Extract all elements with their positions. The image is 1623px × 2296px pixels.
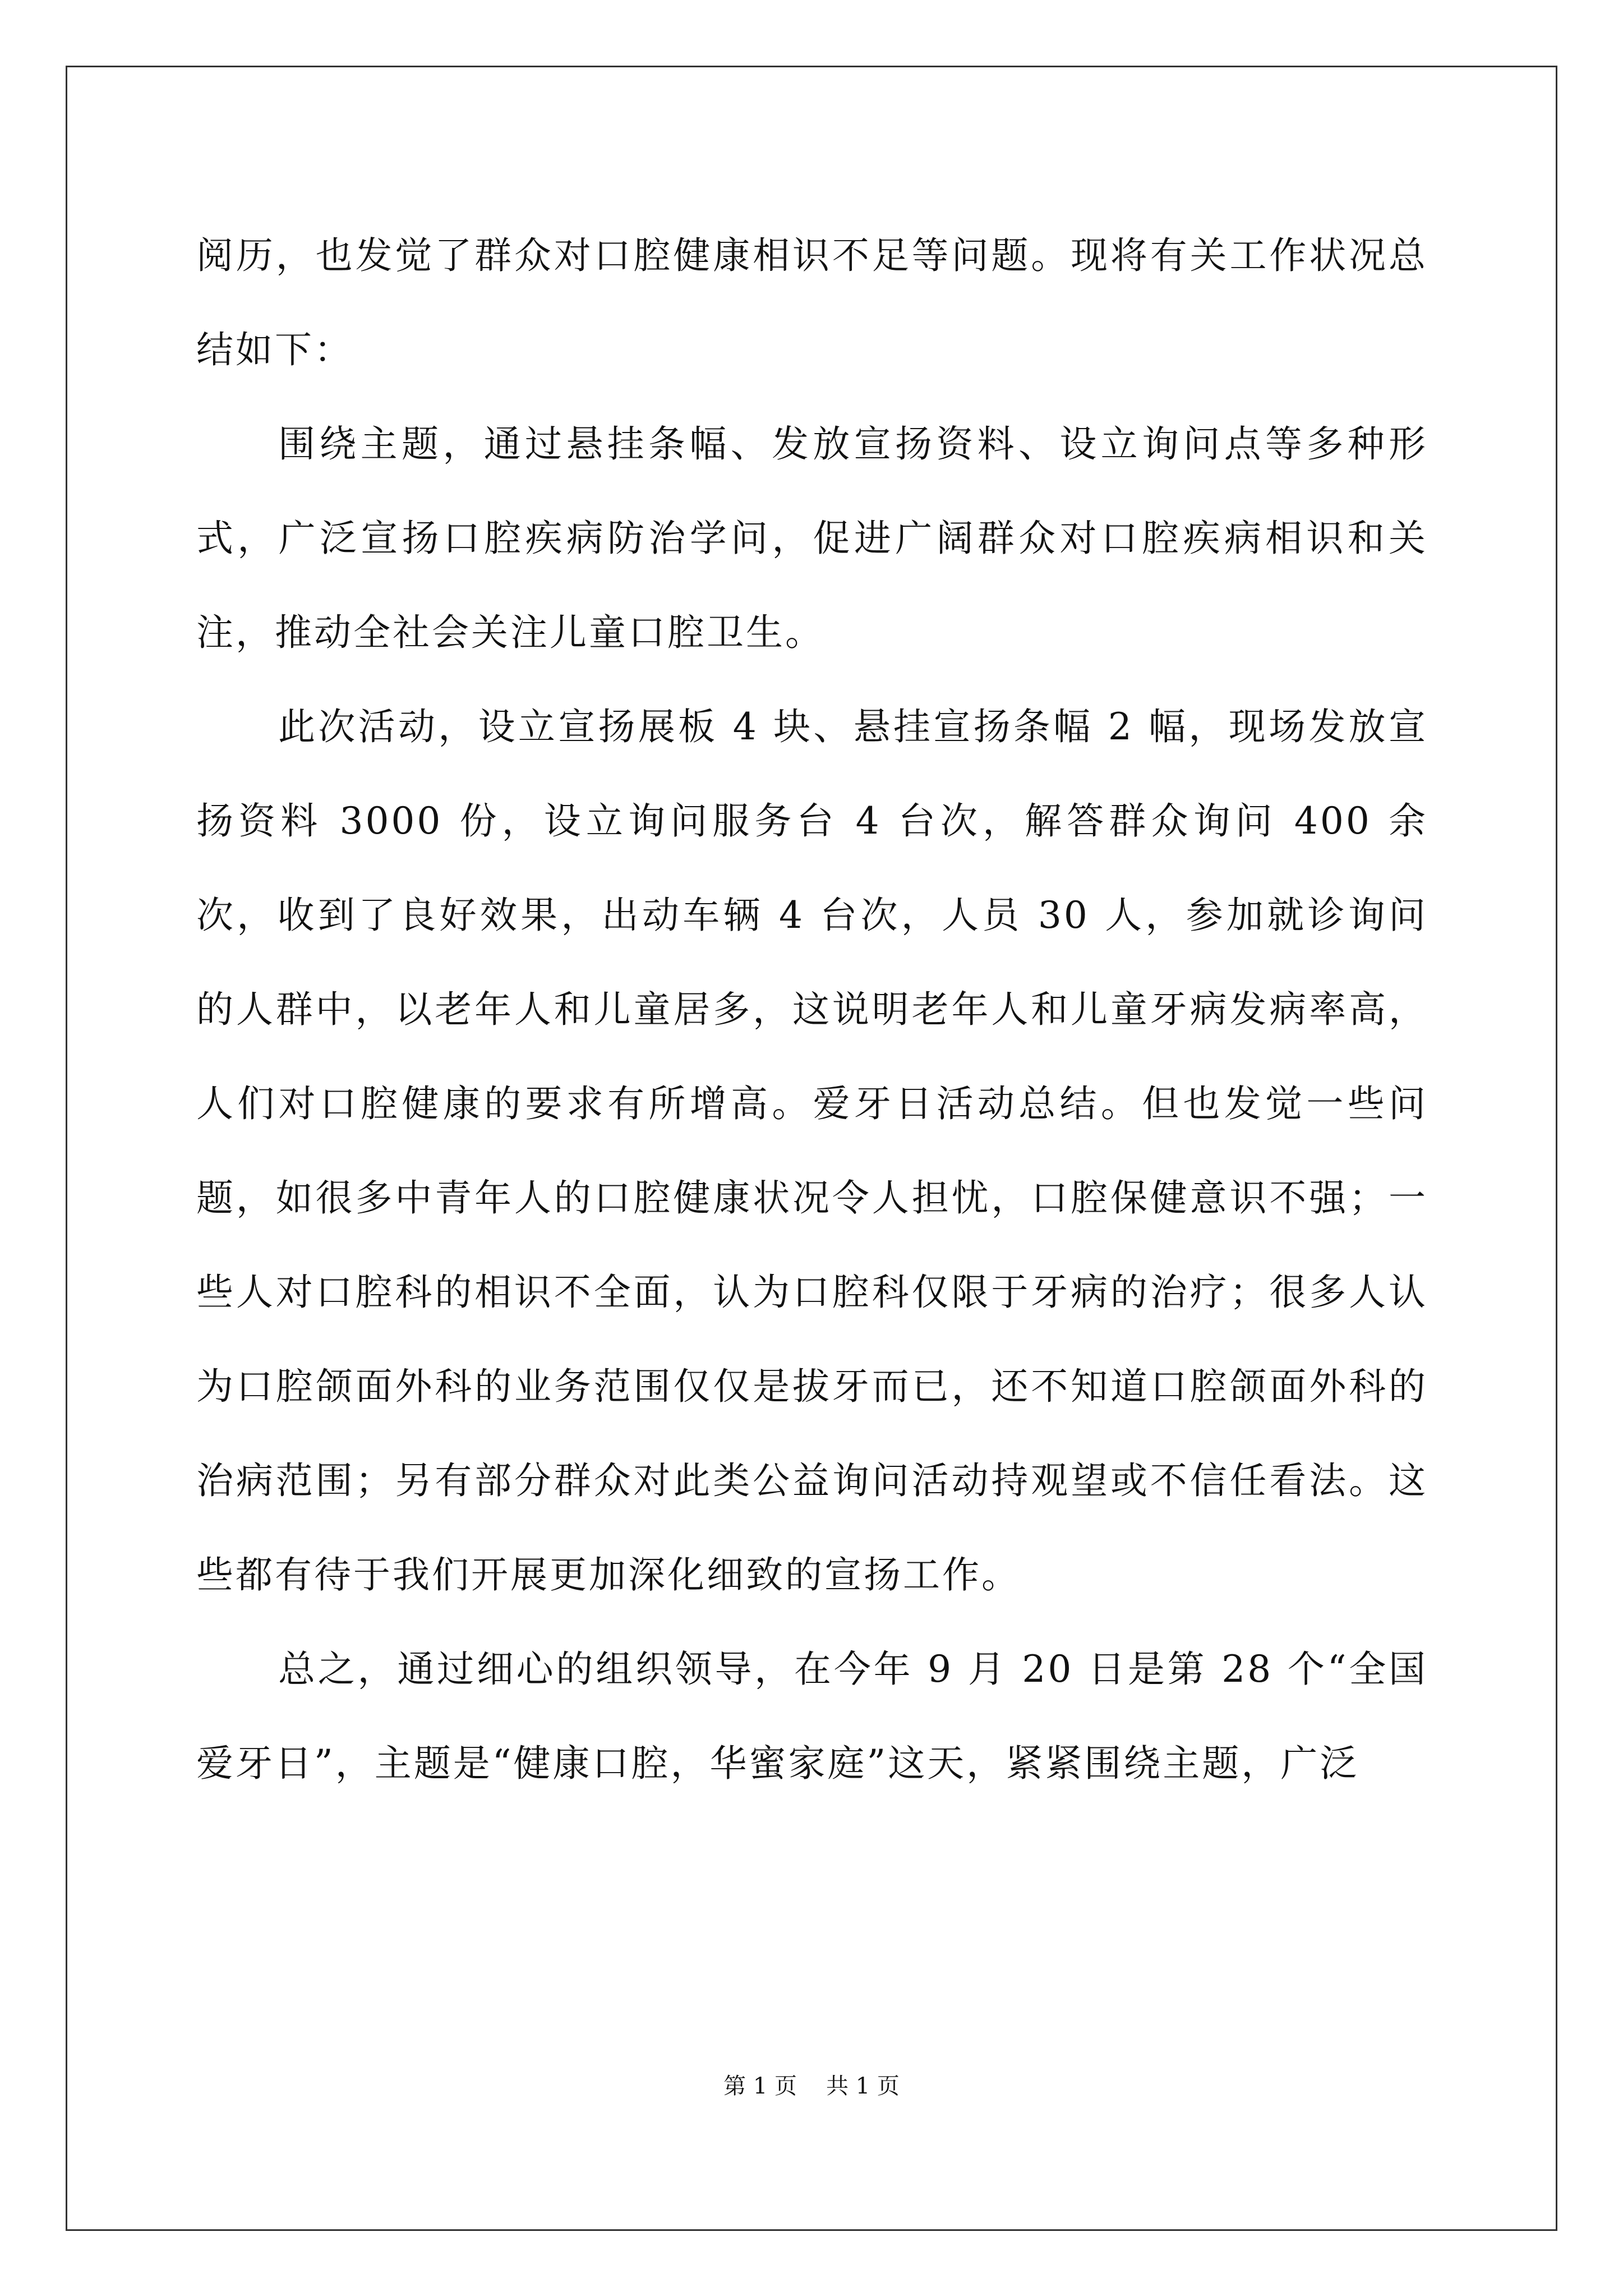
- paragraph-3: 此次活动，设立宣扬展板 4 块、悬挂宣扬条幅 2 幅，现场发放宣扬资料 3000 份，设立询问服务台 4 台次，解答群众询问 400 余次，收到了良好效果，出动车辆 4 台次，人员 30 人，参加就诊询问的人群中，以老年人和儿童居多，这说明老年人和儿童牙病发病率高，人们对口腔健康的要求有所增高。爱牙日活动总结。但也发觉一些问题，如很多中青年人的口腔健康状况令人担忧，口腔保健意识不强；一些人对口腔科的相识不全面，认为口腔科仅限于牙病的治疗；很多人认为口腔颌面外科的业务范围仅仅是拔牙而已，还不知道口腔颌面外科的治病范围；另有部分群众对此类公益询问活动持观望或不信任看法。这些都有待于我们开展更加深化细致的宣扬工作。: [196, 705, 1428, 1596]
- paragraph-1: 阅历，也发觉了群众对口腔健康相识不足等问题。现将有关工作状况总结如下：: [196, 234, 1428, 371]
- page-footer: [0, 2072, 1623, 2101]
- paragraph-2: 围绕主题，通过悬挂条幅、发放宣扬资料、设立询问点等多种形式，广泛宣扬口腔疾病防治学问，促进广阔群众对口腔疾病相识和关注，推动全社会关注儿童口腔卫生。: [196, 422, 1428, 654]
- paragraph-4: 总之，通过细心的组织领导，在今年 9 月 20 日是第 28 个“全国爱牙日”，主题是“健康口腔，华蜜家庭”这天，紧紧围绕主题，广泛: [196, 1648, 1428, 1785]
- document-body: [196, 209, 1428, 1811]
- page-number: 第 1 页: [723, 2073, 797, 2099]
- page-total: 共 1 页: [826, 2073, 900, 2099]
